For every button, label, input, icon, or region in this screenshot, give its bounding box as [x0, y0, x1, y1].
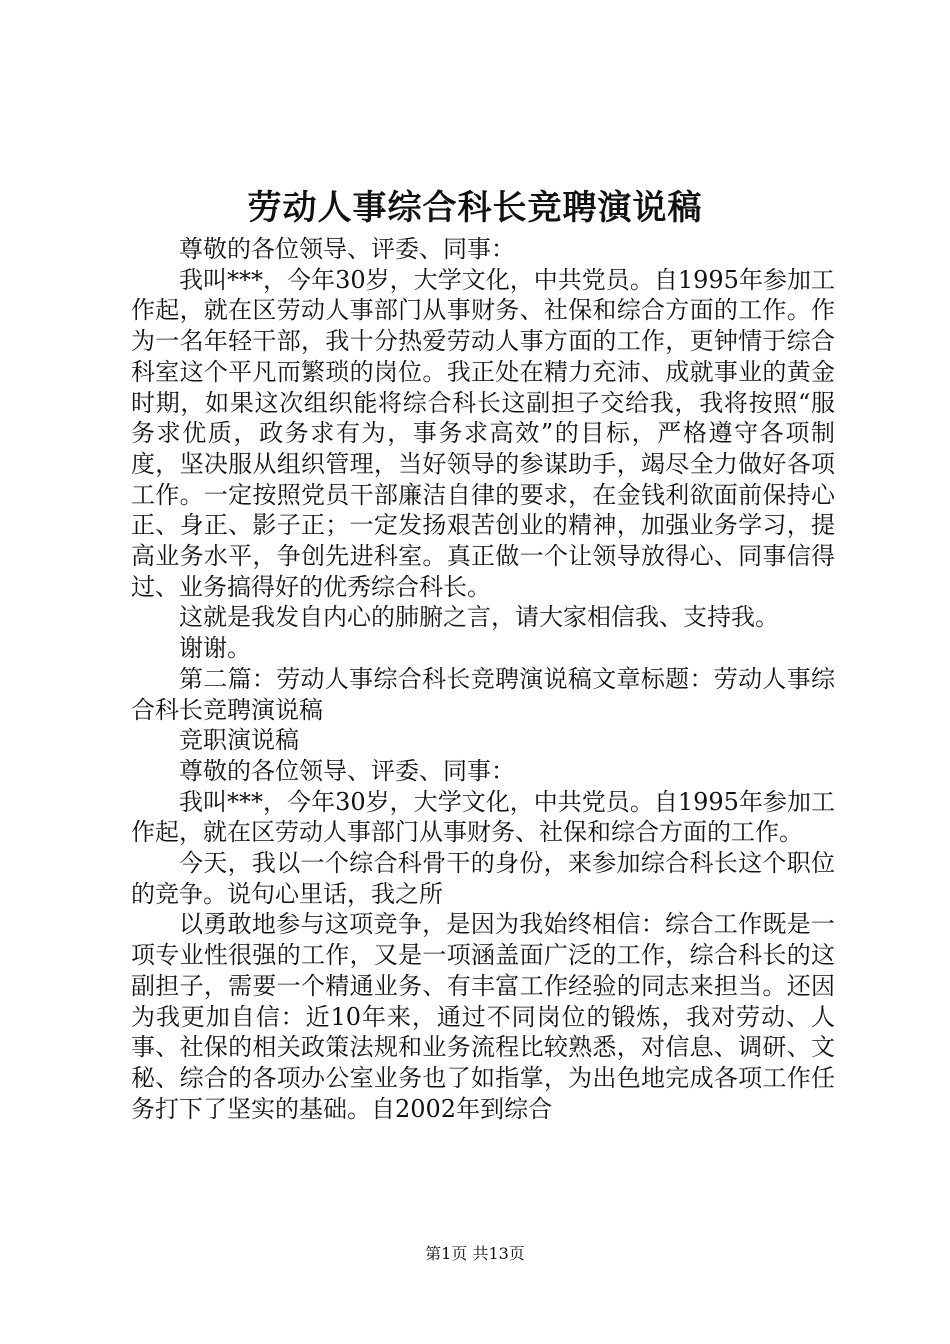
paragraph: 以勇敢地参与这项竞争，是因为我始终相信：综合工作既是一项专业性很强的工作，又是一项涵盖面广泛的工作，综合科长的这副担子，需要一个精通业务、有丰富工作经验的同志来担当。还因为我更加自信：近10年来，通过不同岗位的锻炼，我对劳动、人事、社保的相关政策法规和业务流程比较熟悉，对信息、调研、文秘、综合的各项办公室业务也了如指掌，为出色地完成各项工作任务打下了坚实的基础。自2002年到综合 — [131, 910, 835, 1123]
paragraph: 竞职演说稿 — [179, 726, 299, 755]
paragraph: 今天，我以一个综合科骨干的身份，来参加综合科长这个职位的竞争。说句心里话，我之所 — [131, 849, 835, 908]
paragraph: 我叫***，今年30岁，大学文化，中共党员。自1995年参加工作起，就在区劳动人事部门从事财务、社保和综合方面的工作。 — [131, 787, 835, 847]
paragraph: 尊敬的各位领导、评委、同事： — [179, 235, 515, 263]
paragraph: 这就是我发自内心的肺腑之言，请大家相信我、支持我。 — [179, 603, 779, 632]
paragraph: 第二篇：劳动人事综合科长竞聘演说稿文章标题：劳动人事综合科长竞聘演说稿 — [131, 664, 835, 724]
page-number-footer: 第1页 共13页 — [425, 1244, 525, 1263]
document-body — [131, 234, 835, 1124]
page-title: 劳动人事综合科长竞聘演说稿 — [247, 188, 703, 228]
paragraph: 谢谢。 — [179, 634, 251, 663]
paragraph: 我叫***，今年30岁，大学文化，中共党员。自1995年参加工作起，就在区劳动人事部门从事财务、社保和综合方面的工作。作为一名年轻干部，我十分热爱劳动人事方面的工作，更钟情于综合科室这个平凡而繁琐的岗位。我正处在精力充沛、成就事业的黄金时期，如果这次组织能将综合科长这副担子交给我，我将按照“服务求优质，政务求有为，事务求高效”的目标，严格遵守各项制度，坚决服从组织管理，当好领导的参谋助手，竭尽全力做好各项工作。一定按照党员干部廉洁自律的要求，在金钱利欲面前保持心正、身正、影子正；一定发扬艰苦创业的精神，加强业务学习，提高业务水平，争创先进科室。真正做一个让领导放得心、同事信得过、业务搞得好的优秀综合科长。 — [131, 265, 835, 601]
paragraph: 尊敬的各位领导、评委、同事： — [179, 756, 515, 785]
